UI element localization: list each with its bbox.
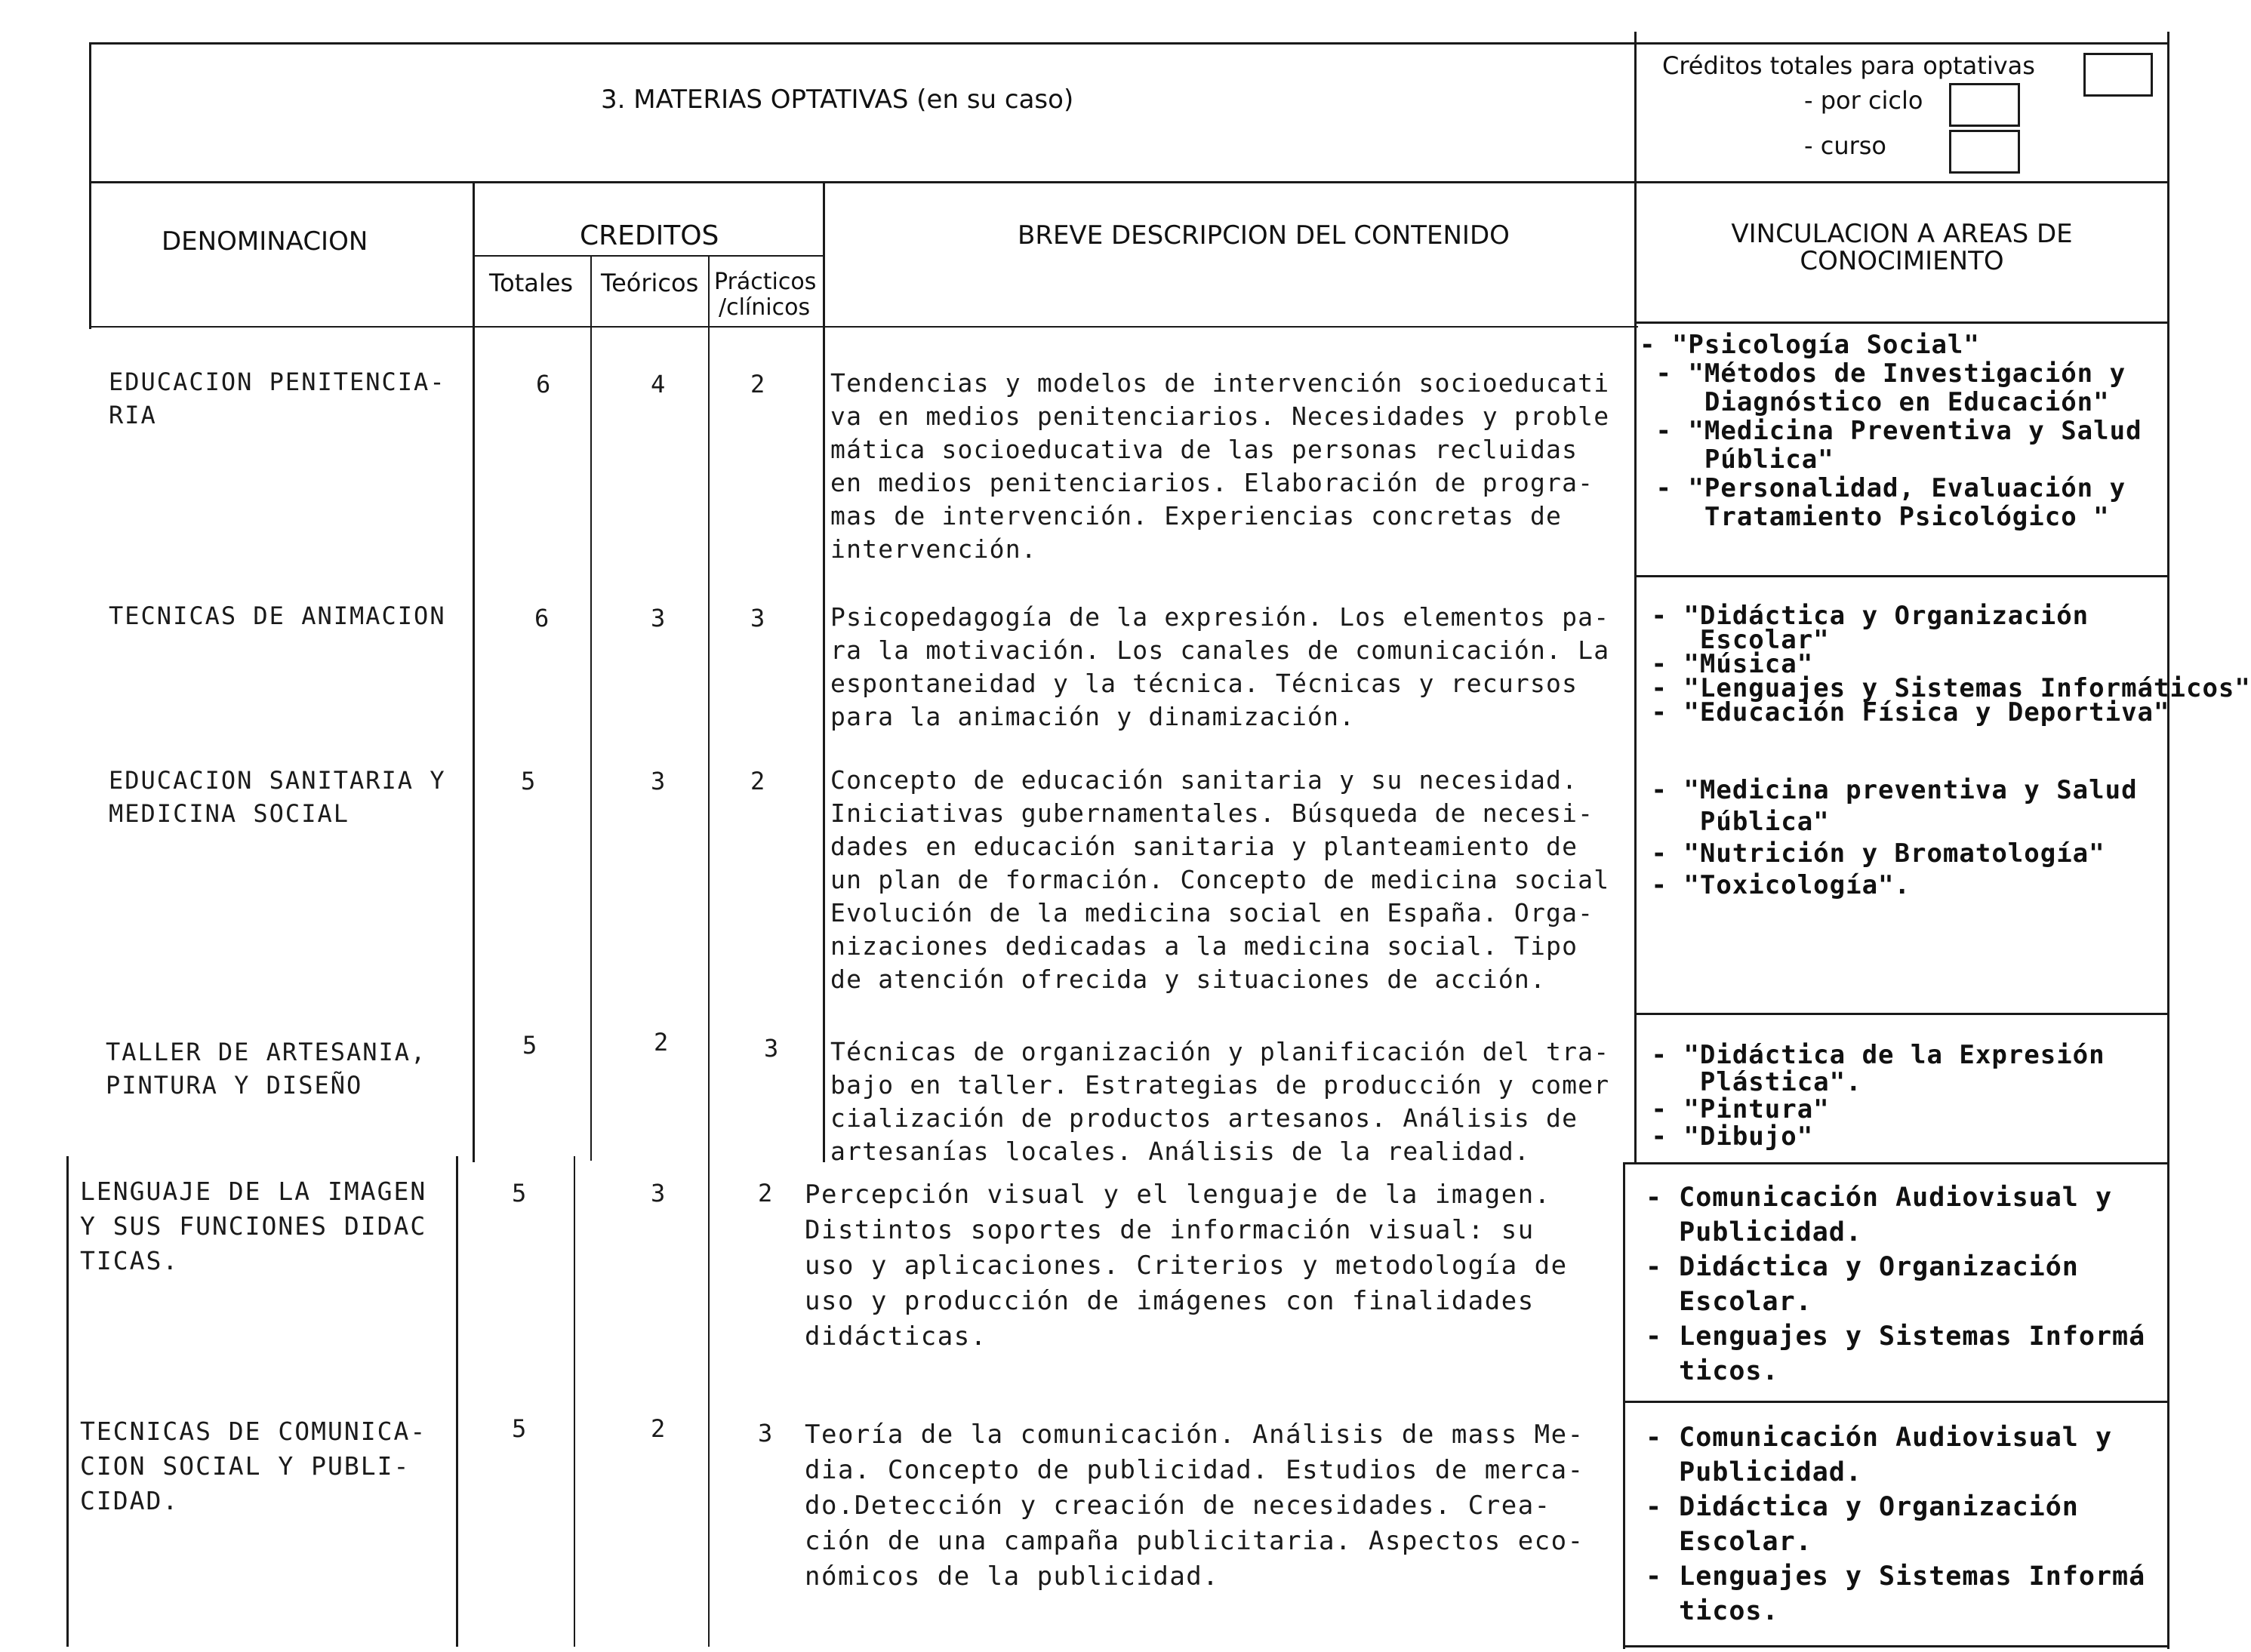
row-description: Percepción visual y el lenguaje de la imagen. Distintos soportes de información visual: su uso y aplicaciones. Criterios y metodología de uso y producción de imágenes con finalidades didácticas. [805,1180,1568,1352]
por-ciclo-label: - por ciclo [1804,86,1923,115]
row-practicos: 3 [750,604,765,632]
row-description: Teoría de la comunicación. Análisis de mass Me- dia. Concepto de publicidad. Estudios de merca- do.Detección y creación de necesidades. Crea- ción de una campaña publicitaria. Aspectos eco- nómicos de la publicidad. [805,1420,1584,1592]
row-name: EDUCACION PENITENCIA- RIA [109,368,446,429]
row-teoricos: 3 [651,767,666,795]
col-descripcion: BREVE DESCRIPCION DEL CONTENIDO [1018,220,1510,251]
row-name: TALLER DE ARTESANIA, PINTURA Y DISEÑO [106,1038,427,1100]
row-areas: - "Didáctica y Organización Escolar" - "Música" - "Lenguajes y Sistemas Informáticos" - "Educación Física y Deportiva" [1651,601,2251,728]
col-vinculacion [1637,220,2167,275]
row-totales: 6 [536,370,551,398]
row-practicos: 3 [764,1034,779,1063]
row-totales: 5 [512,1179,527,1207]
row-teoricos: 3 [651,604,666,632]
col-totales: Totales [489,269,574,297]
col-creditos: CREDITOS [580,220,719,251]
row-totales: 5 [521,767,536,795]
row-areas: - Comunicación Audiovisual y Publicidad. - Didáctica y Organización Escolar. - Lenguajes y Sistemas Informá ticos. [1646,1423,2146,1626]
col-clinicos: /clínicos [719,294,811,321]
row-areas: - "Didáctica de la Expresión Plástica". - "Pintura" - "Dibujo" [1651,1040,2105,1152]
row-practicos: 2 [750,370,765,398]
row-name: TECNICAS DE COMUNICA- CION SOCIAL Y PUBLI- CIDAD. [80,1417,427,1515]
row-teoricos: 2 [654,1028,669,1057]
row-areas: - "Psicología Social" - "Métodos de Investigación y Diagnóstico en Educación" - "Medicina Preventiva y Salud Pública" - "Personalidad, Evaluación y Tratamiento Psicológico " [1640,330,2142,532]
row-description: Concepto de educación sanitaria y su necesidad. Iniciativas gubernamentales. Búsqueda de necesi- dades en educación sanitaria y planteamiento de un plan de formación. Concepto de medicina social Evolución de la medicina social en España. Orga- nizaciones dedicadas a la medicina social. Tipo de atención ofrecida y situaciones de acción. [830,765,1610,994]
row-name: LENGUAJE DE LA IMAGEN Y SUS FUNCIONES DIDAC TICAS. [80,1177,427,1275]
col-vinculacion-line1: VINCULACION A AREAS DE [1731,219,2073,249]
row-teoricos: 3 [651,1179,666,1207]
row-areas: - "Medicina preventiva y Salud Pública" - "Nutrición y Bromatología" - "Toxicología". [1651,775,2138,900]
section-title: 3. MATERIAS OPTATIVAS (en su caso) [601,85,1074,115]
row-name: TECNICAS DE ANIMACION [109,601,446,630]
row-practicos: 3 [758,1419,773,1447]
creditos-totales-box[interactable] [2083,53,2153,97]
col-denominacion: DENOMINACION [162,226,368,257]
row-totales: 5 [512,1414,527,1443]
creditos-totales-label: Créditos totales para optativas [1662,51,2035,80]
curso-box[interactable] [1949,130,2020,174]
col-teoricos: Teóricos [601,269,699,297]
row-areas: - Comunicación Audiovisual y Publicidad. - Didáctica y Organización Escolar. - Lenguajes y Sistemas Informá ticos. [1646,1183,2146,1386]
col-practicos: Prácticos [714,269,817,295]
row-practicos: 2 [750,767,765,795]
row-teoricos: 4 [651,370,666,398]
row-description: Tendencias y modelos de intervención socioeducati va en medios penitenciarios. Necesidades y proble mática socioeducativa de las personas recluidas en medios penitenciarios. Elaboración de progra- mas de intervención. Experiencias concretas de intervención. [830,368,1610,564]
row-description: Psicopedagogía de la expresión. Los elementos pa- ra la motivación. Los canales de comunicación. La espontaneidad y la técnica. Técnicas y recursos para la animación y dinamización. [830,602,1610,731]
por-ciclo-box[interactable] [1949,83,2020,127]
row-teoricos: 2 [651,1414,666,1443]
row-totales: 5 [522,1031,537,1060]
row-description: Técnicas de organización y planificación del tra- bajo en taller. Estrategias de producción y comer cialización de productos artesanos. Análisis de artesanías locales. Análisis de la realidad. [830,1037,1610,1166]
row-totales: 6 [534,604,550,632]
col-vinculacion-line2: CONOCIMIENTO [1800,246,2004,276]
curso-label: - curso [1804,131,1886,160]
row-practicos: 2 [758,1179,773,1207]
row-name: EDUCACION SANITARIA Y MEDICINA SOCIAL [109,766,446,828]
